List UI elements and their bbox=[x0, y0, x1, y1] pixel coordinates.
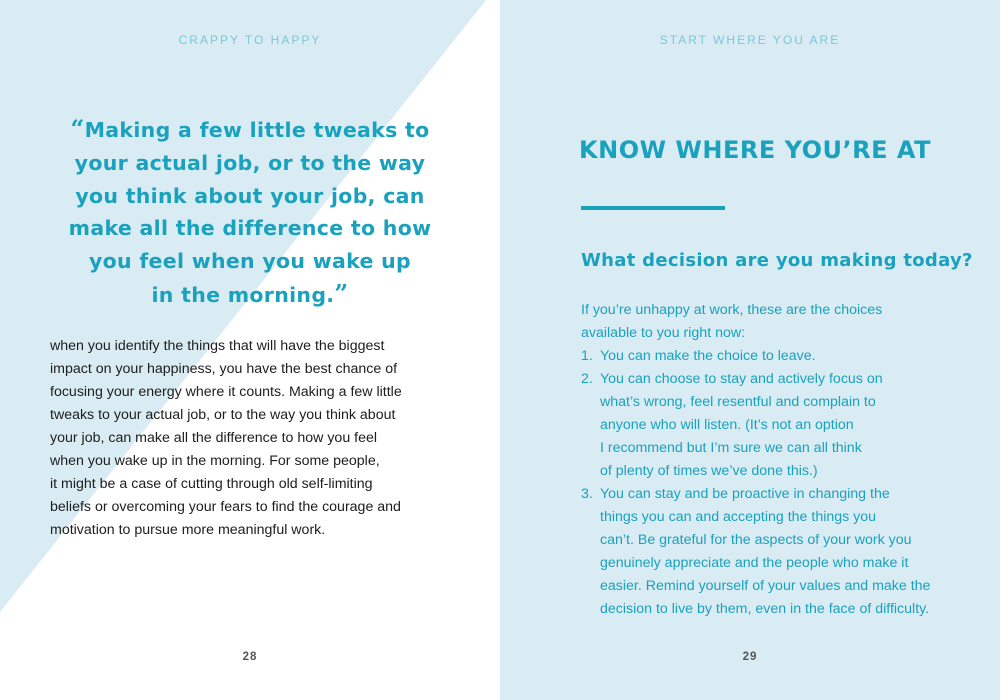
pull-quote-line: you think about your job, can bbox=[75, 183, 425, 208]
running-head-left: CRAPPY TO HAPPY bbox=[178, 33, 322, 47]
intro-line: available to you right now: bbox=[581, 325, 746, 341]
body-line: when you identify the things that will have the biggest bbox=[50, 338, 385, 354]
body-paragraph bbox=[50, 335, 460, 542]
intro-line: If you’re unhappy at work, these are the choices bbox=[581, 302, 883, 318]
pull-quote-line: you feel when you wake up bbox=[88, 249, 412, 274]
section-subheading: What decision are you making today? bbox=[581, 250, 973, 271]
choice-text bbox=[600, 345, 981, 368]
body-line: focusing your energy where it counts. Making a few little bbox=[50, 384, 402, 400]
body-line: your job, can make all the difference to how you feel bbox=[50, 430, 378, 446]
body-line: motivation to pursue more meaningful work. bbox=[50, 522, 326, 538]
choice-line: anyone who will listen. (It’s not an option bbox=[600, 417, 854, 433]
pull-quote-last-line bbox=[40, 278, 460, 312]
choice-line: easier. Remind yourself of your values and make the bbox=[600, 578, 931, 594]
right-page bbox=[500, 0, 1000, 700]
body-line: when you wake up in the morning. For some people, bbox=[50, 453, 380, 469]
choice-line: You can make the choice to leave. bbox=[600, 348, 816, 364]
choice-line: decision to live by them, even in the face of difficulty. bbox=[600, 601, 930, 617]
pull-quote-line: in the morning. bbox=[151, 282, 335, 307]
choice-item-3 bbox=[581, 483, 981, 621]
choice-line: things you can and accepting the things you bbox=[600, 509, 877, 525]
choice-line: You can stay and be proactive in changing the bbox=[600, 486, 890, 502]
pull-quote-line: make all the difference to how bbox=[68, 216, 432, 241]
choice-text bbox=[600, 368, 981, 483]
choice-line: what’s wrong, feel resentful and complain to bbox=[600, 394, 876, 410]
choice-number: 3. bbox=[581, 486, 593, 502]
pull-quote bbox=[40, 113, 460, 312]
choice-line: genuinely appreciate and the people who make it bbox=[600, 555, 909, 571]
page-number-left: 28 bbox=[242, 651, 258, 663]
pull-quote-line: Making a few little tweaks to bbox=[84, 118, 430, 142]
close-quote-mark: ” bbox=[334, 278, 349, 308]
choice-line: of plenty of times we’ve done this.) bbox=[600, 463, 818, 479]
choices-list bbox=[581, 345, 981, 621]
choice-item-1 bbox=[581, 345, 981, 368]
choice-line: can’t. Be grateful for the aspects of your work you bbox=[600, 532, 912, 548]
chapter-title: KNOW WHERE YOU’RE AT bbox=[579, 136, 931, 164]
body-line: tweaks to your actual job, or to the way you think about bbox=[50, 407, 396, 423]
open-quote-mark: “ bbox=[70, 114, 85, 143]
page-number-right: 29 bbox=[742, 651, 758, 663]
choice-text bbox=[600, 483, 981, 621]
title-rule bbox=[581, 206, 725, 210]
body-line: impact on your happiness, you have the best chance of bbox=[50, 361, 398, 377]
choice-number: 2. bbox=[581, 371, 593, 387]
intro-paragraph bbox=[581, 299, 971, 345]
running-head-right: START WHERE YOU ARE bbox=[659, 33, 841, 47]
choice-number: 1. bbox=[581, 348, 593, 364]
choice-line: You can choose to stay and actively focus on bbox=[600, 371, 883, 387]
body-line: it might be a case of cutting through old self-limiting bbox=[50, 476, 373, 492]
body-line: beliefs or overcoming your fears to find the courage and bbox=[50, 499, 401, 515]
choice-item-2 bbox=[581, 368, 981, 483]
choice-line: I recommend but I’m sure we can all think bbox=[600, 440, 862, 456]
pull-quote-line: your actual job, or to the way bbox=[74, 150, 426, 175]
